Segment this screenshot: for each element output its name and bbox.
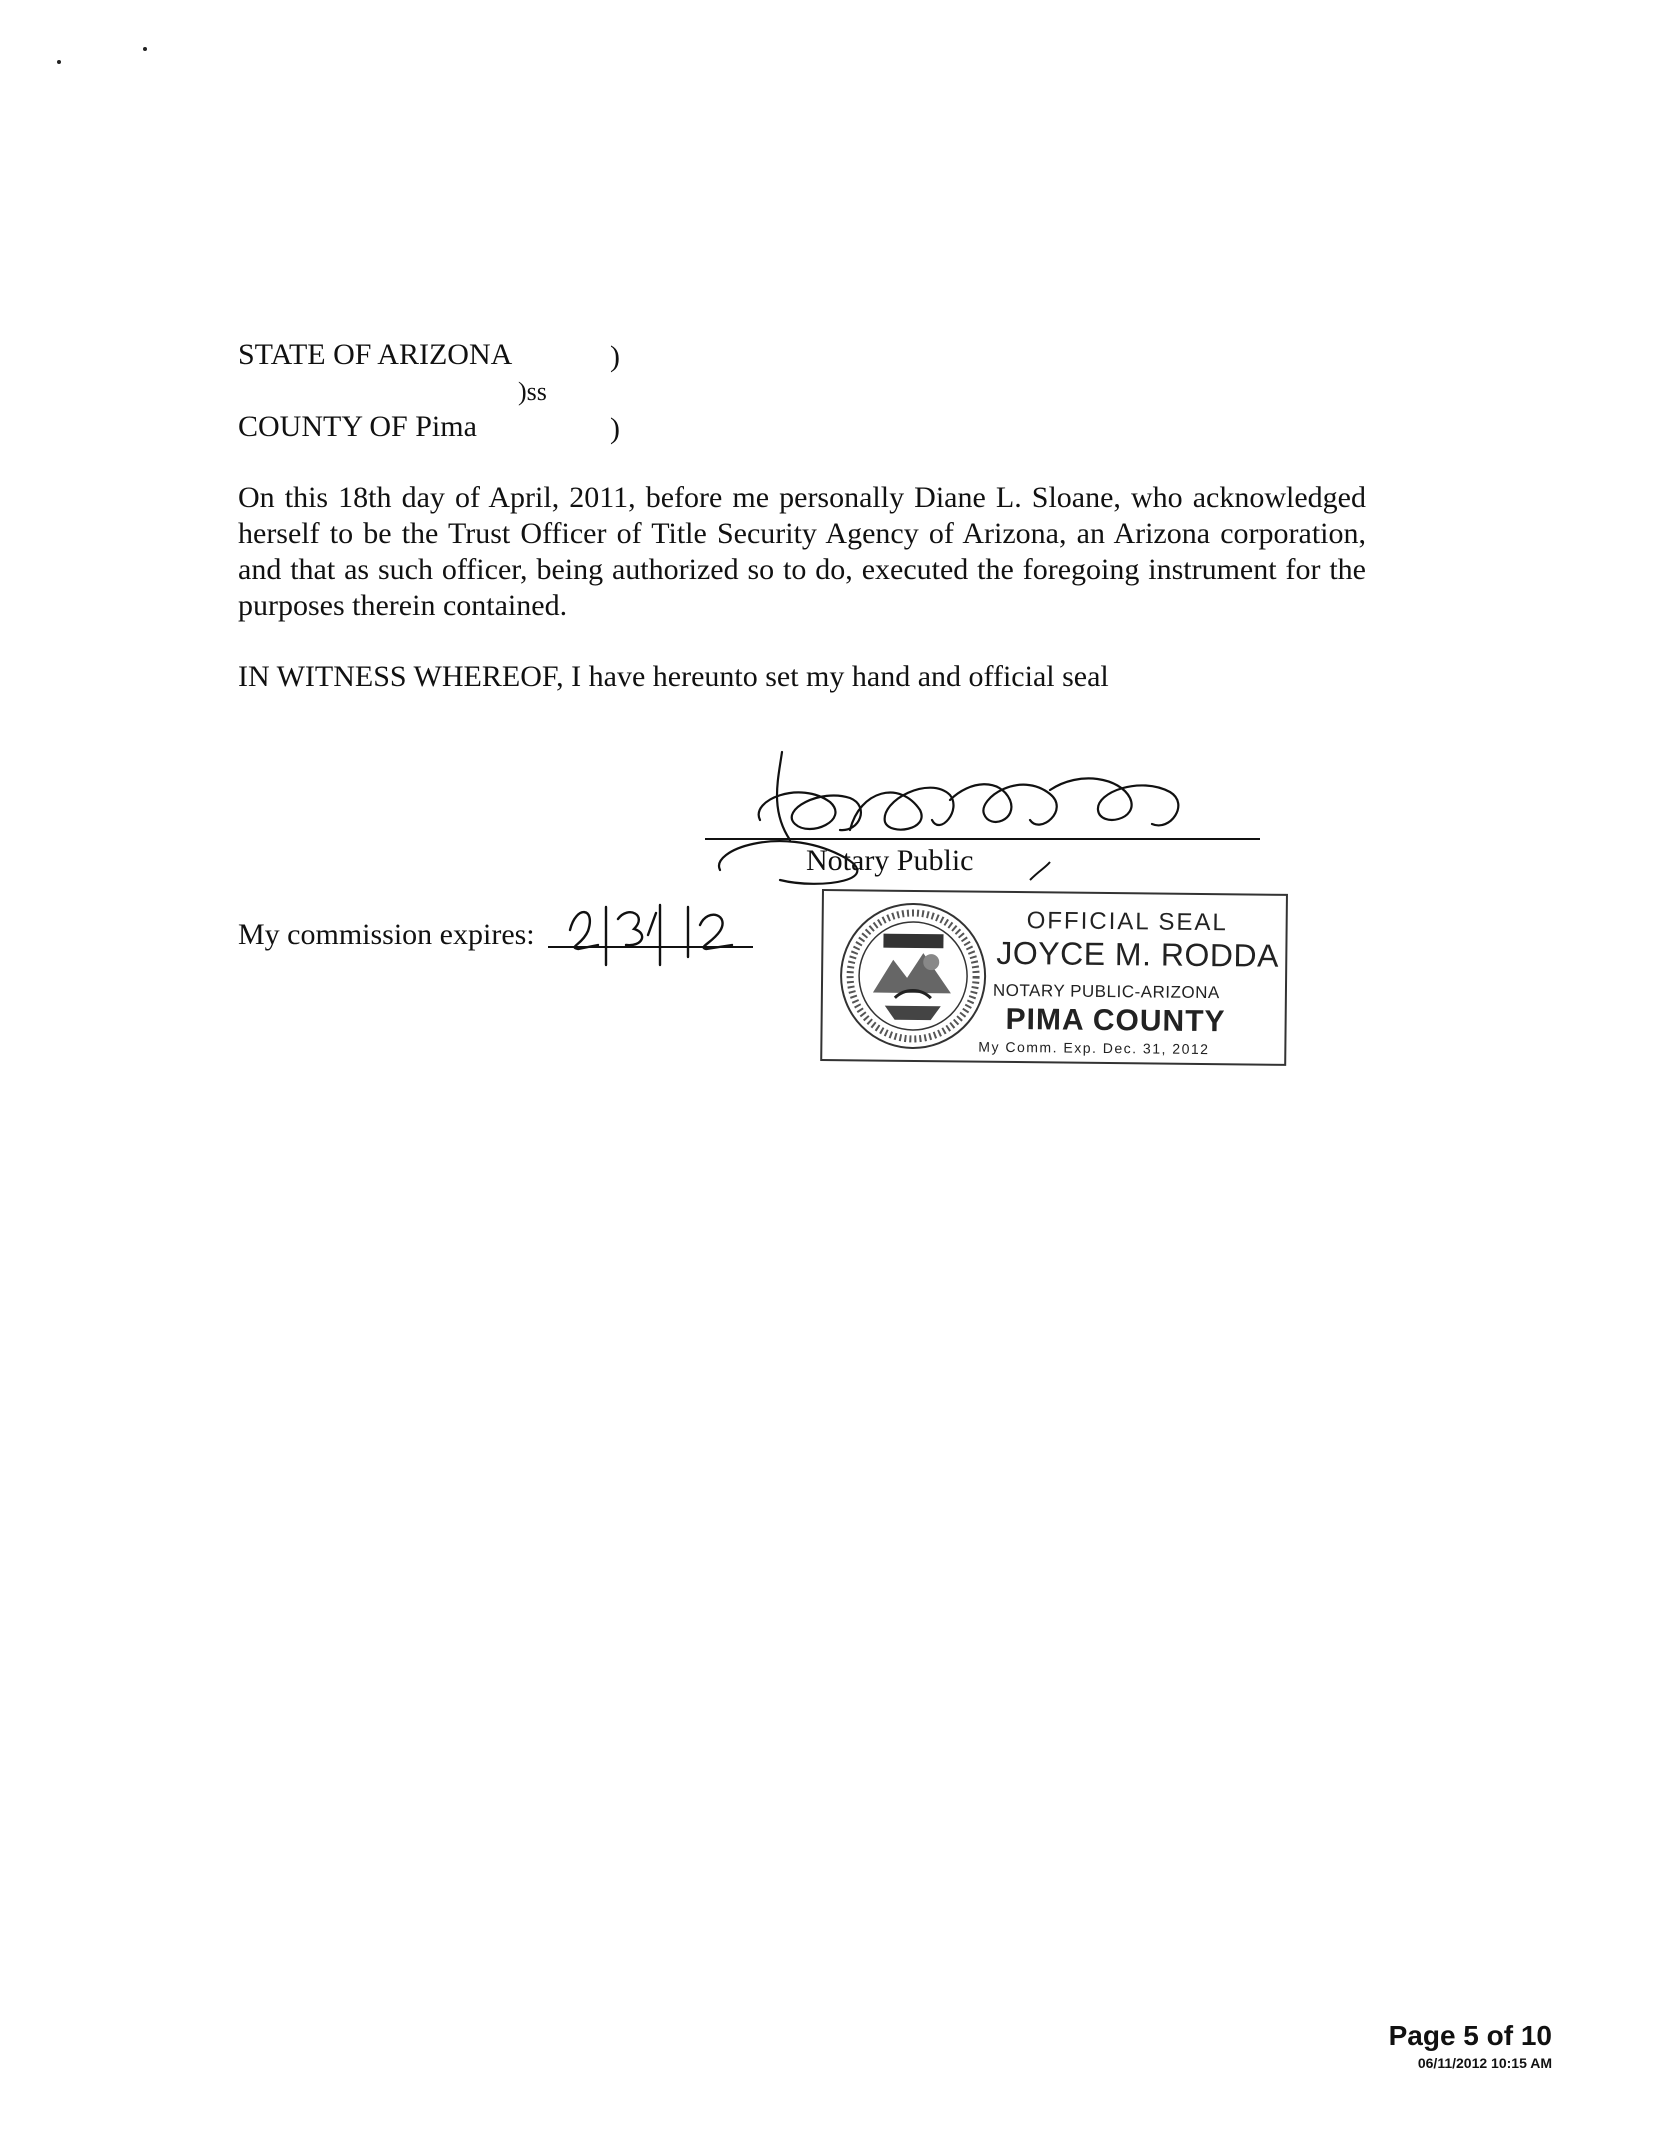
footer-timestamp: 06/11/2012 10:15 AM [1417,2055,1552,2071]
venue-state: STATE OF ARIZONA [238,338,513,371]
venue-ss: )ss [518,377,547,406]
page-number: Page 5 of 10 [1388,2020,1552,2051]
notary-signature [700,740,1260,890]
seal-expiration: My Comm. Exp. Dec. 31, 2012 [978,1038,1210,1058]
venue-county: COUNTY OF Pima [238,410,477,443]
commission-date-handwriting [548,895,768,975]
witness-clause: IN WITNESS WHEREOF, I have hereunto set my hand and official seal [238,660,1109,693]
great-seal-of-arizona-icon [834,897,992,1055]
acknowledgment-paragraph: On this 18th day of April, 2011, before me personally Diane L. Sloane, who acknowledged herself to be the Trust Officer of Title Security Agency of Arizona, an Arizona corporation, and that as such officer, being authorized so to do, executed the foregoing instrument for the purposes therein contained. [238,481,1366,622]
seal-role: NOTARY PUBLIC-ARIZONA [992,980,1220,1003]
scan-speck [143,47,147,51]
scan-speck [57,60,61,64]
commission-expires-label: My commission expires: [238,918,535,951]
notary-public-caption: Notary Public [806,844,974,877]
signature-line [705,838,1260,840]
seal-notary-name: JOYCE M. RODDA [996,934,1280,974]
official-seal-stamp [820,889,1290,1069]
seal-title: OFFICIAL SEAL [1026,907,1228,937]
venue-paren: ) [610,412,620,445]
venue-paren: ) [610,340,620,373]
seal-county: PIMA COUNTY [1005,1002,1226,1039]
